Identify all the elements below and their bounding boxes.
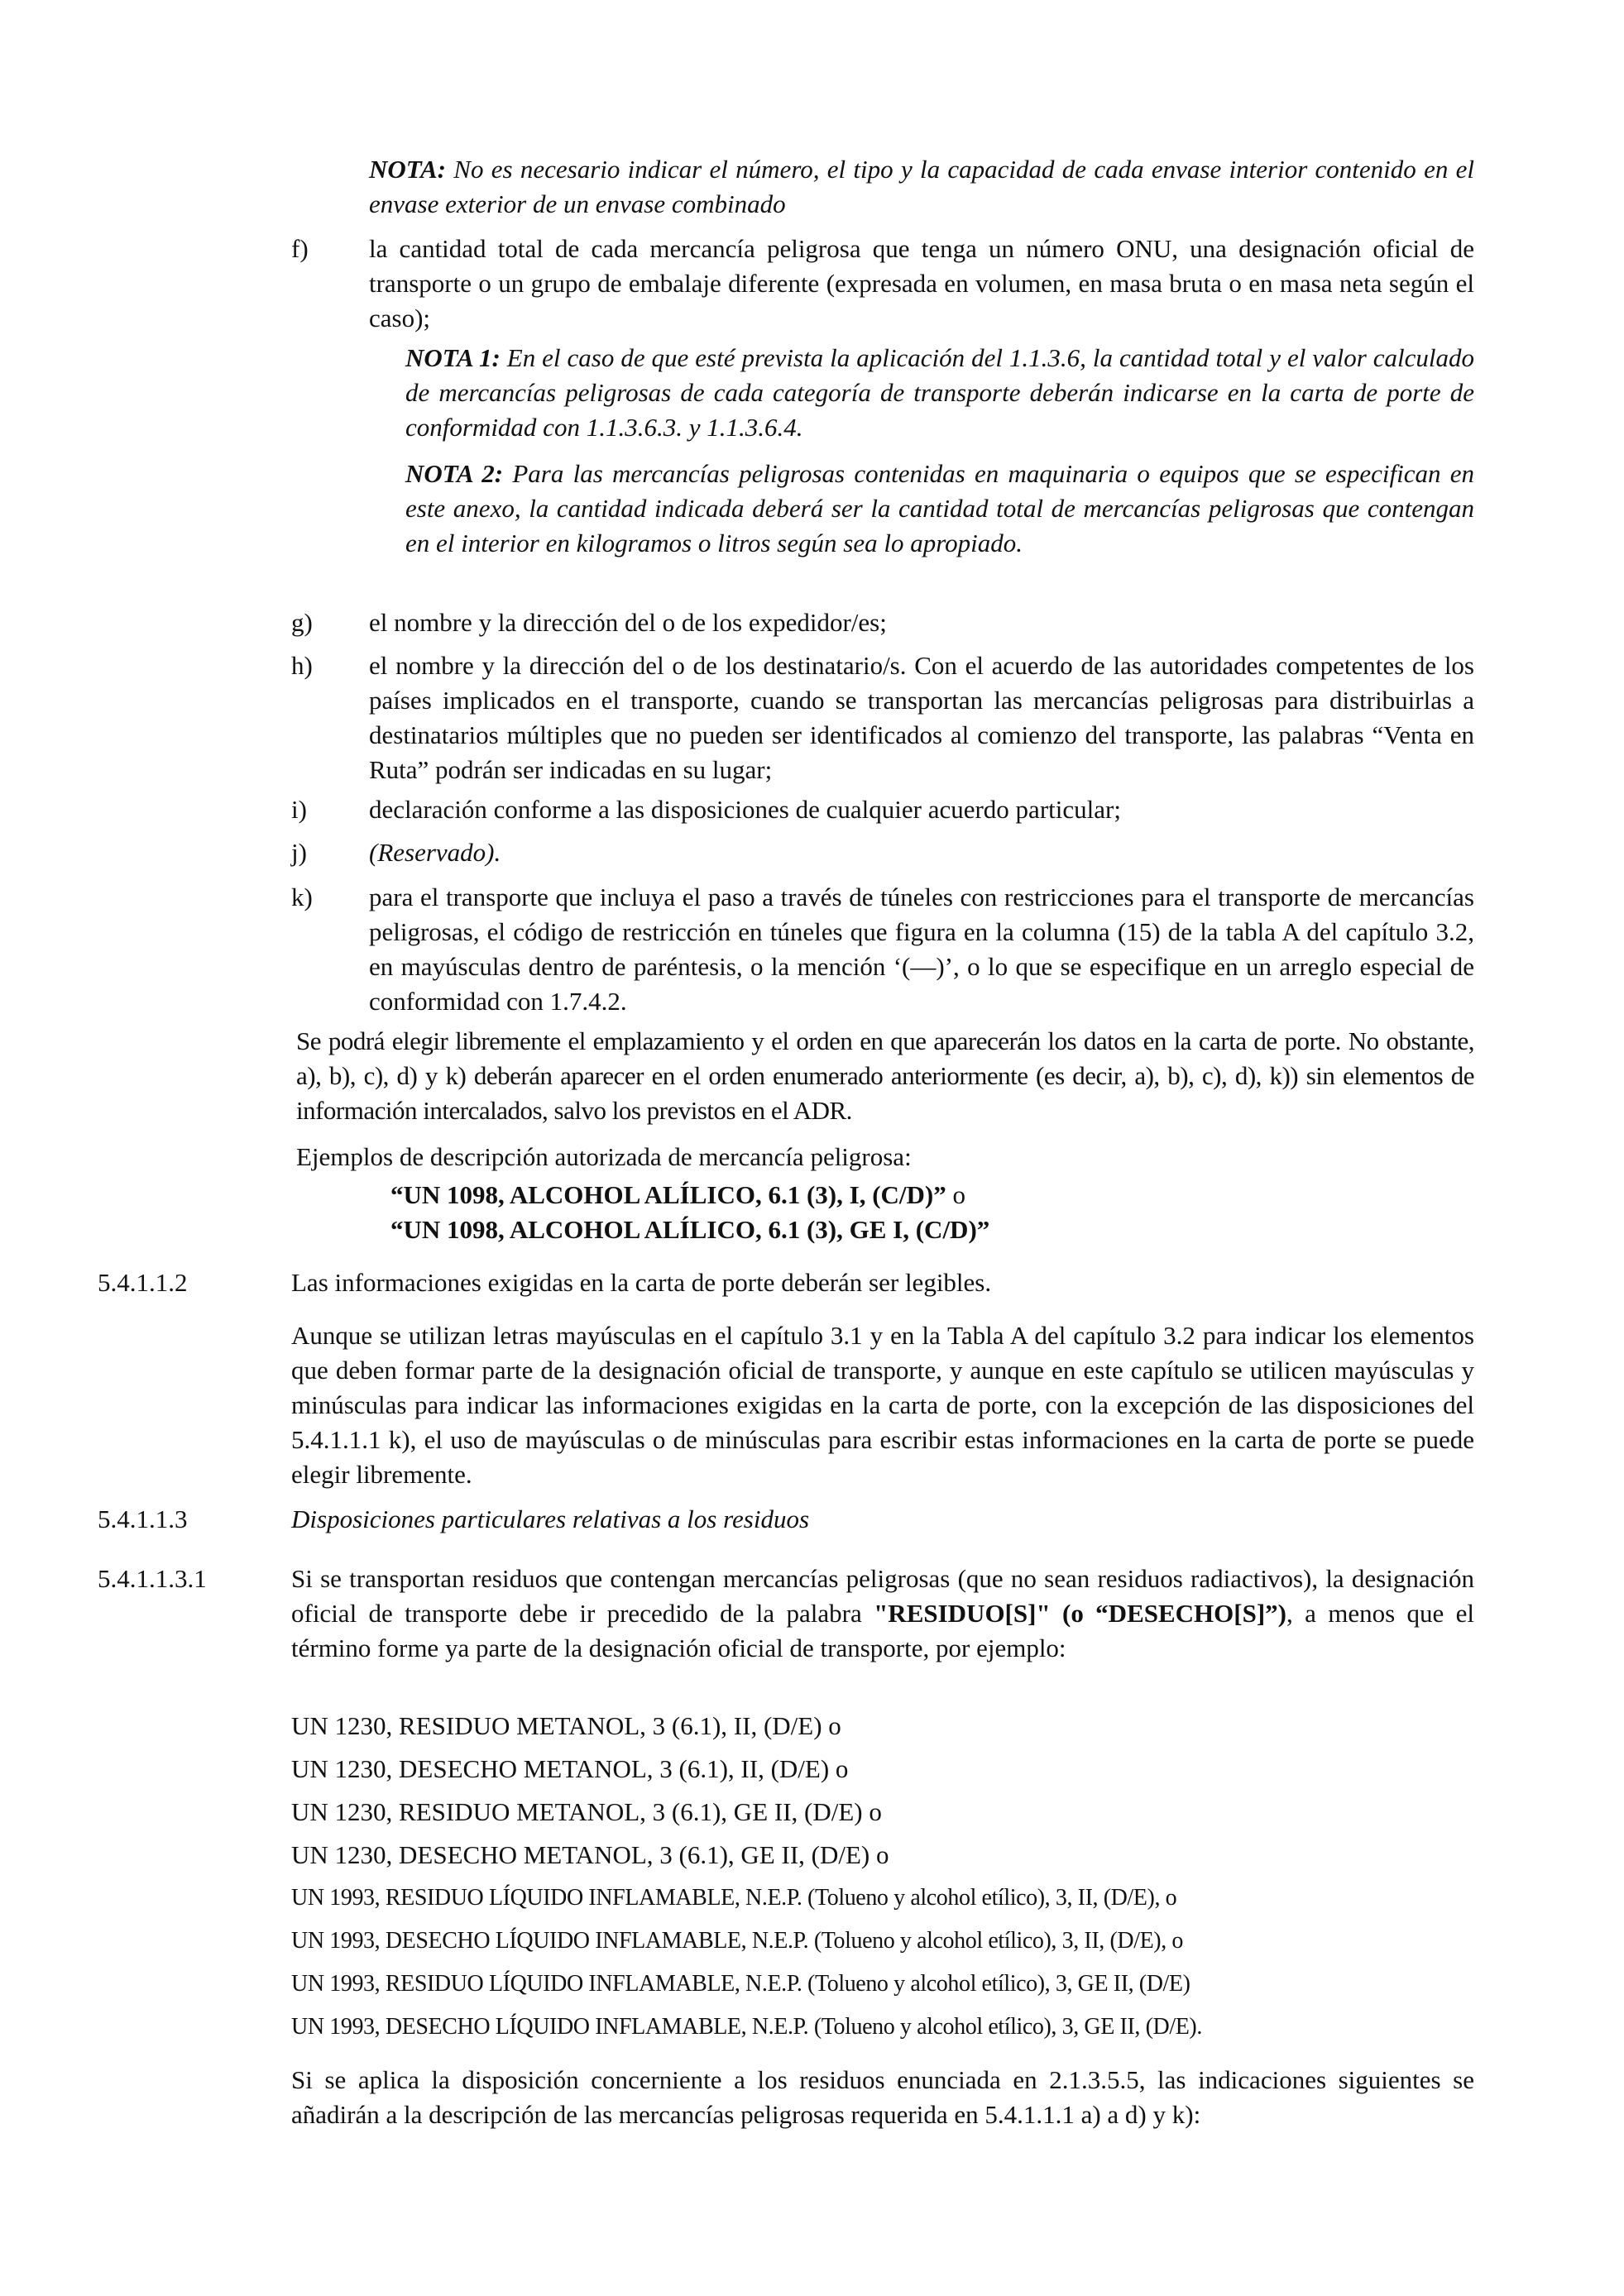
list-letter: i): [291, 795, 307, 824]
example-line-2: “UN 1098, ALCOHOL ALÍLICO, 6.1 (3), GE I, (C/D)”: [390, 1215, 990, 1244]
example-text: “UN 1098, ALCOHOL ALÍLICO, 6.1 (3), I, (C/D)”: [390, 1180, 946, 1209]
section-text: Si se transportan residuos que contengan mercancías peligrosas (que no sean residuos radiactivos), la designación oficial de transporte debe ir precedido de la palabra: [291, 1564, 1474, 1628]
section-number: 5.4.1.1.3: [98, 1504, 188, 1533]
list-item-k: [291, 880, 1474, 1019]
note-text: En el caso de que esté prevista la aplicación del 1.1.3.6, la cantidad total y el valor calculado de mercancías peligrosas de cada categoría de transporte deberán indicarse en la carta de porte de conformidad con 1.1.3.6.3. y 1.1.3.6.4.: [405, 343, 1475, 442]
examples-label: Ejemplos de descripción autorizada de mercancía peligrosa:: [296, 1142, 912, 1171]
list-letter: h): [291, 651, 313, 680]
waste-example: UN 1993, RESIDUO LÍQUIDO INFLAMABLE, N.E.P. (Tolueno y alcohol etílico), 3, II, (D/E), o: [291, 1885, 1177, 1911]
list-item-text: el nombre y la dirección del o de los expedidor/es;: [369, 608, 887, 637]
note-envase-combinado: [369, 152, 1474, 222]
list-item-f: [291, 232, 1474, 336]
note-label: NOTA 1:: [405, 343, 501, 372]
section-title: Disposiciones particulares relativas a los residuos: [291, 1504, 810, 1533]
waste-example: UN 1230, RESIDUO METANOL, 3 (6.1), GE II, (D/E) o: [291, 1797, 882, 1826]
list-item-text: (Reservado).: [369, 838, 501, 867]
list-letter: f): [291, 234, 309, 263]
final-paragraph: Si se aplica la disposición concerniente a los residuos enunciada en 2.1.3.5.5, las indicaciones siguientes se añadirán a la descripción de las mercancías peligrosas requerida en 5.4.1.1.1 a) a d) y k):: [291, 2065, 1474, 2129]
list-item-text: declaración conforme a las disposiciones de cualquier acuerdo particular;: [369, 795, 1121, 824]
list-item-j: [291, 835, 1474, 870]
list-letter: k): [291, 883, 313, 911]
allyl-alcohol-examples: [390, 1178, 1466, 1247]
section-paragraph: [291, 1562, 1474, 1666]
list-item-text: el nombre y la dirección del o de los destinatario/s. Con el acuerdo de las autoridades competentes de los países implicados en el transporte, cuando se transportan las mercancías peligrosas para distribuirlas a destinatarios múltiples que no pueden ser identificados al comienzo del transporte, las palabras “Venta en Ruta” podrán ser indicadas en su lugar;: [369, 651, 1474, 784]
waste-examples-list: [291, 1709, 1474, 2053]
section-title: Las informaciones exigidas en la carta de porte deberán ser legibles.: [291, 1268, 992, 1297]
section-text: , a menos que el término forme ya parte de la designación oficial de transporte, por ejemplo:: [291, 1599, 1474, 1662]
waste-example: UN 1993, DESECHO LÍQUIDO INFLAMABLE, N.E.P. (Tolueno y alcohol etílico), 3, GE II, (D/E).: [291, 2014, 1202, 2040]
note-text: Para las mercancías peligrosas contenidas en maquinaria o equipos que se especifican en este anexo, la cantidad indicada deberá ser la cantidad total de mercancías peligrosas que contengan en el interior en kilogramos o litros según sea lo apropiado.: [405, 459, 1474, 557]
note-text: No es necesario indicar el número, el tipo y la capacidad de cada envase interior contenido en el envase exterior de un envase combinado: [369, 155, 1474, 218]
section-number: 5.4.1.1.3.1: [98, 1564, 207, 1593]
section-number: 5.4.1.1.2: [98, 1268, 188, 1297]
order-paragraph: Se podrá elegir libremente el emplazamiento y el orden en que aparecerán los datos en la carta de porte. No obstante, a), b), c), d) y k) deberán aparecer en el orden enumerado anteriormente (es decir, a), b), c), d), k)) sin elementos de información intercalados, salvo los previstos en el ADR.: [296, 1026, 1474, 1125]
waste-example: UN 1230, RESIDUO METANOL, 3 (6.1), II, (D/E) o: [291, 1711, 841, 1740]
section-bold-term: "RESIDUO[S]" (o “DESECHO[S]”): [874, 1599, 1286, 1628]
note-label: NOTA 2:: [405, 459, 504, 488]
list-item-i: [291, 792, 1474, 827]
list-letter: g): [291, 608, 313, 637]
list-letter: j): [291, 838, 307, 867]
note-label: NOTA:: [369, 155, 446, 184]
note-1: [405, 341, 1474, 445]
list-item-g: [291, 605, 1474, 640]
example-trail: o: [946, 1180, 965, 1209]
list-item-text: para el transporte que incluya el paso a través de túneles con restricciones para el transporte de mercancías peligrosas, el código de restricción en túneles que figura en la columna (15) de la tabla A del capítulo 3.2, en mayúsculas dentro de paréntesis, o la mención ‘(—)’, o lo que se especifique en un arreglo especial de conformidad con 1.7.4.2.: [369, 883, 1474, 1016]
list-item-h: [291, 648, 1474, 787]
section-paragraph: Aunque se utilizan letras mayúsculas en el capítulo 3.1 y en la Tabla A del capítulo 3.2 para indicar los elementos que deben formar parte de la designación oficial de transporte, y aunque en este capítulo se utilicen mayúsculas y minúsculas para indicar las informaciones exigidas en la carta de porte, con la excepción de las disposiciones del 5.4.1.1.1 k), el uso de mayúsculas o de minúsculas para escribir estas informaciones en la carta de porte se puede elegir libremente.: [291, 1321, 1474, 1489]
note-2: [405, 457, 1474, 561]
waste-example: UN 1993, DESECHO LÍQUIDO INFLAMABLE, N.E.P. (Tolueno y alcohol etílico), 3, II, (D/E), o: [291, 1928, 1184, 1954]
waste-example: UN 1993, RESIDUO LÍQUIDO INFLAMABLE, N.E.P. (Tolueno y alcohol etílico), 3, GE II, (D/E): [291, 1971, 1190, 1997]
waste-example: UN 1230, DESECHO METANOL, 3 (6.1), GE II, (D/E) o: [291, 1840, 889, 1869]
list-item-text: la cantidad total de cada mercancía peligrosa que tenga un número ONU, una designación oficial de transporte o un grupo de embalaje diferente (expresada en volumen, en masa bruta o en masa neta según el caso);: [369, 234, 1474, 332]
waste-example: UN 1230, DESECHO METANOL, 3 (6.1), II, (D/E) o: [291, 1754, 849, 1783]
example-line-1: [390, 1178, 1466, 1213]
